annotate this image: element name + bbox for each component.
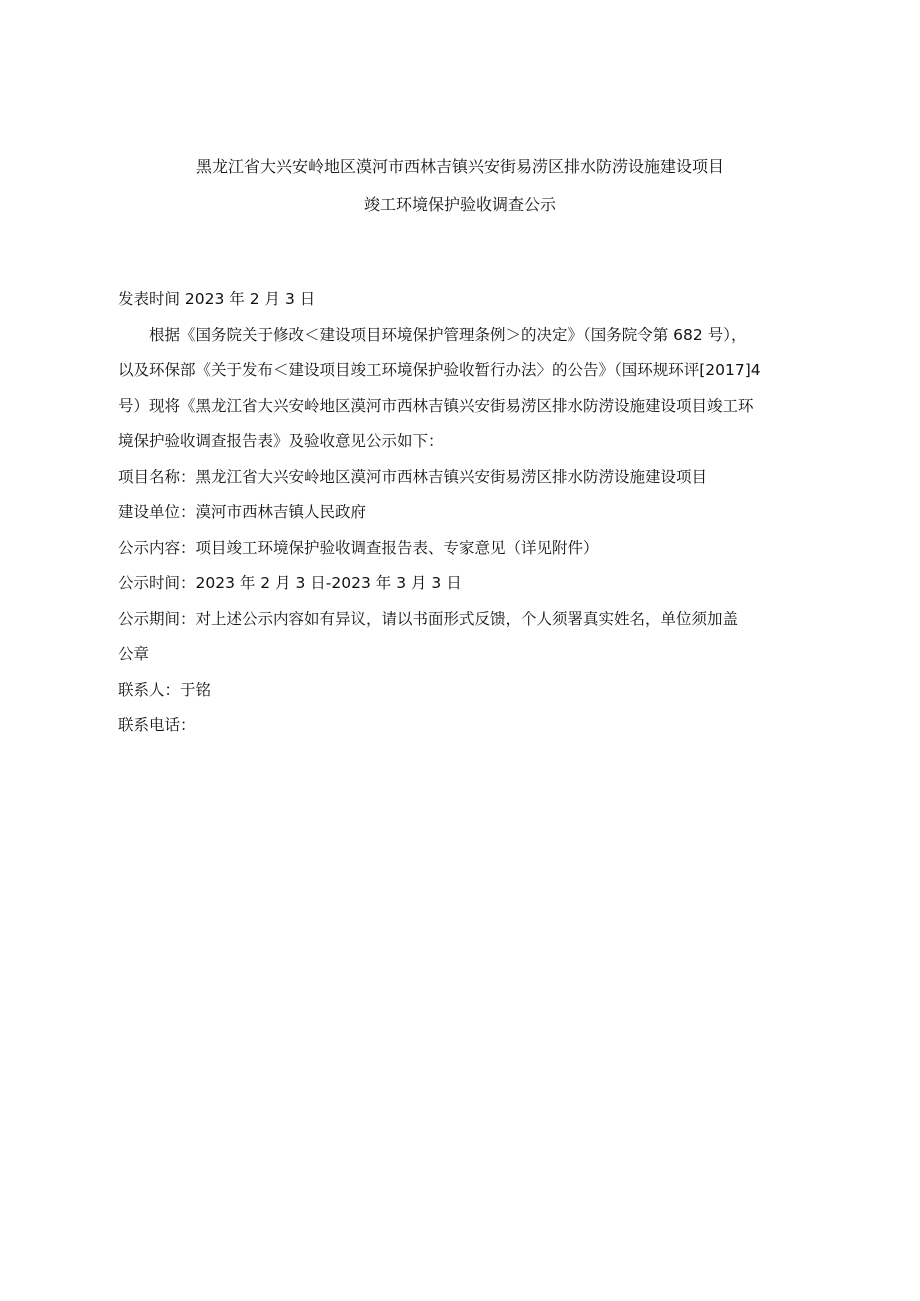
- document-title: [0, 148, 920, 224]
- contact-person: 联系人：于铭: [118, 680, 212, 699]
- title-line-1: 黑龙江省大兴安岭地区漠河市西林吉镇兴安街易涝区排水防涝设施建设项目: [195, 157, 724, 176]
- objection-line-1: 公示期间：对上述公示内容如有异议，请以书面形式反馈，个人须署真实姓名，单位须加盖: [118, 609, 739, 628]
- paragraph-line-2: 以及环保部《关于发布＜建设项目竣工环境保护验收暂行办法〉的公告》（国环规环评[2017]4: [118, 361, 761, 379]
- publish-date: 发表时间 2023 年 2 月 3 日: [118, 290, 316, 308]
- announcement-content: 公示内容：项目竣工环境保护验收调查报告表、专家意见（详见附件）: [118, 538, 599, 557]
- announcement-period: 公示时间：2023 年 2 月 3 日-2023 年 3 月 3 日: [118, 574, 462, 592]
- paragraph-line-1: 根据《国务院关于修改＜建设项目环境保护管理条例＞的决定》（国务院令第 682 号），: [149, 325, 747, 344]
- builder-unit: 建设单位：漠河市西林吉镇人民政府: [118, 503, 367, 521]
- title-line-2: 竣工环境保护验收调查公示: [363, 195, 556, 214]
- document-body: [118, 282, 808, 744]
- project-name: 项目名称：黑龙江省大兴安岭地区漠河市西林吉镇兴安街易涝区排水防涝设施建设项目: [118, 467, 708, 486]
- objection-line-2: 公章: [118, 645, 150, 663]
- paragraph-line-3: 号）现将《黑龙江省大兴安岭地区漠河市西林吉镇兴安街易涝区排水防涝设施建设项目竣工环: [118, 396, 754, 415]
- paragraph-line-4: 境保护验收调查报告表》及验收意见公示如下：: [118, 432, 444, 450]
- contact-phone: 联系电话：: [118, 716, 196, 734]
